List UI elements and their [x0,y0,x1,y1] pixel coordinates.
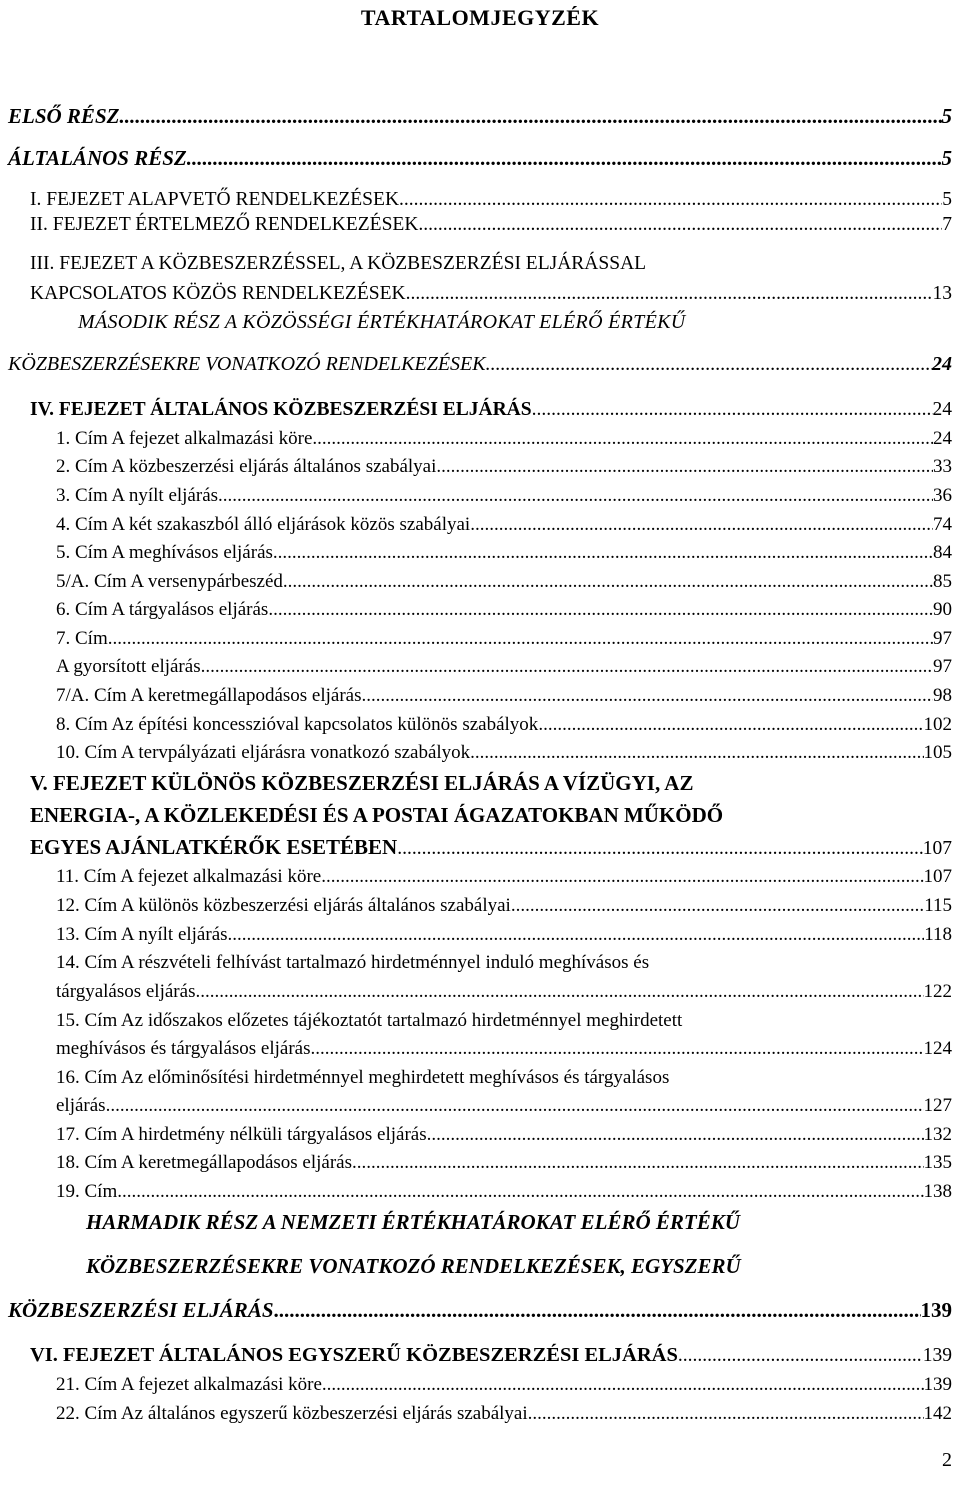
toc-entry-cim-18[interactable] [56,1152,952,1174]
toc-entry-label: I. FEJEZET ALAPVETŐ RENDELKEZÉSEK [30,189,400,210]
toc-leader-dots [511,895,924,917]
toc-page-number: 138 [923,1181,952,1202]
page-number-footer: 2 [942,1449,952,1471]
toc-entry-label: 18. Cím A keretmegállapodásos eljárás [56,1152,353,1173]
toc-leader-dots [532,399,933,421]
toc-page-number: 5 [941,104,952,128]
toc-entry-label: 19. Cím [56,1181,118,1202]
toc-entry-cim-14-line1: 14. Cím A részvételi felhívást tartalmazó hirdetménnyel induló meghívásos és [56,952,650,973]
toc-entry-cim-7a[interactable] [56,685,952,707]
toc-entry-gyorsitott[interactable] [56,656,952,678]
toc-entry-cim-8[interactable] [56,714,952,736]
toc-entry-label: IV. FEJEZET ÁLTALÁNOS KÖZBESZERZÉSI ELJÁRÁS [30,399,532,420]
toc-entry-label: 11. Cím A fejezet alkalmazási köre [56,866,322,887]
toc-leader-dots [399,189,942,211]
toc-entry-label: meghívásos és tárgyalásos eljárás [56,1038,311,1059]
toc-entry-chapter-3-line1: III. FEJEZET A KÖZBESZERZÉSSEL, A KÖZBESZERZÉSI ELJÁRÁSSAL [30,253,647,274]
toc-entry-cim-17[interactable] [56,1124,952,1146]
toc-page-number: 5 [942,189,952,210]
toc-entry-masodik-resz-line1: MÁSODIK RÉSZ A KÖZÖSSÉGI ÉRTÉKHATÁROKAT ELÉRŐ ÉRTÉKŰ [78,311,686,333]
toc-leader-dots [108,628,933,650]
toc-entry-harmadik-resz-line1: HARMADIK RÉSZ A NEMZETI ÉRTÉKHATÁROKAT ELÉRŐ ÉRTÉKŰ [86,1210,740,1234]
toc-page-number: 5 [941,146,952,170]
toc-entry-label: 1. Cím A fejezet alkalmazási köre [56,428,313,449]
toc-entry-cim-5[interactable] [56,542,952,564]
toc-page-number: 139 [920,1298,952,1322]
toc-entry-cim-22[interactable] [56,1403,952,1425]
toc-leader-dots [187,146,942,171]
toc-entry-cim-19[interactable] [56,1181,952,1203]
toc-entry-cim-5a[interactable] [56,571,952,593]
toc-entry-elso-resz[interactable] [8,104,952,129]
toc-entry-cim-11[interactable] [56,866,952,888]
toc-leader-dots [228,924,925,946]
toc-leader-dots [486,353,932,376]
toc-entry-cim-12[interactable] [56,895,952,917]
toc-leader-dots [218,485,933,507]
toc-entry-label: 8. Cím Az építési koncesszióval kapcsolatos különös szabályok [56,714,539,735]
toc-entry-label: 12. Cím A különös közbeszerzési eljárás általános szabályai [56,895,511,916]
toc-page-number: 97 [933,628,952,649]
toc-leader-dots [201,656,933,678]
toc-entry-label: VI. FEJEZET ÁLTALÁNOS EGYSZERŰ KÖZBESZERZÉSI ELJÁRÁS [30,1344,678,1366]
toc-entry-label: 22. Cím Az általános egyszerű közbeszerzési eljárás szabályai [56,1403,528,1424]
toc-entry-altalanos-resz[interactable] [8,146,952,171]
toc-leader-dots [470,742,923,764]
toc-leader-dots [352,1152,923,1174]
toc-entry-label: eljárás [56,1095,106,1116]
toc-entry-label: 5/A. Cím A versenypárbeszéd [56,571,283,592]
toc-entry-label: 21. Cím A fejezet alkalmazási köre [56,1374,322,1395]
toc-entry-chapter-5-line2: ENERGIA-, A KÖZLEKEDÉSI ÉS A POSTAI ÁGAZATOKBAN MŰKÖDŐ [30,803,724,827]
toc-leader-dots [321,866,923,888]
toc-entry-cim-15[interactable] [56,1038,952,1060]
toc-leader-dots [274,1298,921,1323]
toc-entry-chapter-3[interactable] [30,283,952,305]
toc-page-number: 135 [923,1152,952,1173]
toc-entry-harmadik-resz-line2: KÖZBESZERZÉSEKRE VONATKOZÓ RENDELKEZÉSEK, EGYSZERŰ [86,1254,741,1278]
toc-entry-label: 17. Cím A hirdetmény nélküli tárgyalásos eljárás [56,1124,427,1145]
toc-page-number: 107 [922,838,952,859]
toc-page-number: 74 [933,514,952,535]
toc-entry-chapter-5-line1: V. FEJEZET KÜLÖNÖS KÖZBESZERZÉSI ELJÁRÁS A VÍZÜGYI, AZ [30,771,694,795]
toc-entry-cim-16[interactable] [56,1095,952,1117]
toc-entry-label: 13. Cím A nyílt eljárás [56,924,228,945]
toc-entry-cim-10[interactable] [56,742,952,764]
toc-leader-dots [528,1403,924,1425]
toc-entry-label: tárgyalásos eljárás [56,981,196,1002]
toc-entry-label: A gyorsított eljárás [56,656,201,677]
toc-entry-cim-6[interactable] [56,599,952,621]
toc-entry-chapter-5[interactable] [30,835,952,860]
toc-page-number: 85 [933,571,952,592]
toc-entry-cim-3[interactable] [56,485,952,507]
toc-entry-label: 6. Cím A tárgyalásos eljárás [56,599,269,620]
toc-entry-chapter-6[interactable] [30,1344,952,1367]
toc-entry-cim-2[interactable] [56,456,952,478]
toc-leader-dots [397,838,923,860]
toc-entry-label: ÁLTALÁNOS RÉSZ [8,146,187,170]
toc-page-number: 90 [933,599,952,620]
toc-entry-cim-13[interactable] [56,924,952,946]
toc-leader-dots [106,1095,924,1117]
toc-entry-chapter-2[interactable] [30,214,952,236]
toc-page-number: 118 [924,924,952,945]
toc-leader-dots [418,214,942,236]
toc-leader-dots [119,104,941,129]
toc-entry-cim-21[interactable] [56,1374,952,1396]
toc-entry-label: 2. Cím A közbeszerzési eljárás általános szabályai [56,456,437,477]
toc-leader-dots [470,514,933,536]
toc-leader-dots [322,1374,924,1396]
toc-leader-dots [406,283,933,305]
toc-page-number: 122 [923,981,952,1002]
toc-page-number: 142 [923,1403,952,1424]
toc-page-number: 24 [933,428,952,449]
toc-entry-label: 4. Cím A két szakaszból álló eljárások közös szabályai [56,514,471,535]
toc-leader-dots [362,685,933,707]
toc-entry-cim-14[interactable] [56,981,952,1003]
toc-entry-cim-16-line1: 16. Cím Az előminősítési hirdetménnyel meghirdetett meghívásos és tárgyalásos [56,1067,670,1088]
toc-leader-dots [268,599,933,621]
toc-entry-chapter-1[interactable] [30,189,952,211]
toc-leader-dots [311,1038,924,1060]
toc-entry-cim-15-line1: 15. Cím Az időszakos előzetes tájékoztatót tartalmazó hirdetménnyel meghirdetett [56,1010,683,1031]
toc-entry-label: KAPCSOLATOS KÖZÖS RENDELKEZÉSEK [30,283,406,304]
toc-entry-label: KÖZBESZERZÉSEKRE VONATKOZÓ RENDELKEZÉSEK [8,353,486,375]
toc-leader-dots [283,571,933,593]
toc-entry-label: II. FEJEZET ÉRTELMEZŐ RENDELKEZÉSEK [30,214,419,235]
toc-page-number: 115 [924,895,952,916]
toc-page-number: 139 [923,1374,952,1395]
toc-entry-label: 7. Cím [56,628,108,649]
toc-page-number: 124 [923,1038,952,1059]
toc-entry-label: 10. Cím A tervpályázati eljárásra vonatkozó szabályok [56,742,471,763]
toc-entry-cim-7[interactable] [56,628,952,650]
toc-entry-label: 7/A. Cím A keretmegállapodásos eljárás [56,685,362,706]
toc-page-number: 139 [922,1345,952,1366]
toc-page-number: 105 [923,742,952,763]
toc-entry-label: EGYES AJÁNLATKÉRŐK ESETÉBEN [30,835,398,859]
toc-leader-dots [273,542,933,564]
toc-entry-harmadik-resz[interactable] [8,1298,952,1323]
toc-page-number: 24 [932,353,952,375]
toc-entry-label: KÖZBESZERZÉSI ELJÁRÁS [8,1298,274,1322]
toc-entry-label: 3. Cím A nyílt eljárás [56,485,219,506]
toc-page-number: 102 [923,714,952,735]
toc-page-number: 13 [932,283,952,304]
toc-page-number: 36 [933,485,952,506]
toc-leader-dots [436,456,933,478]
toc-entry-cim-1[interactable] [56,428,952,450]
toc-page-number: 33 [933,456,952,477]
toc-entry-label: 5. Cím A meghívásos eljárás [56,542,273,563]
toc-page-number: 98 [933,685,952,706]
toc-page-number: 132 [923,1124,952,1145]
toc-entry-masodik-resz[interactable] [8,353,952,376]
toc-page-number: 24 [932,399,952,420]
toc-page-number: 84 [933,542,952,563]
toc-leader-dots [195,981,923,1003]
toc-leader-dots [427,1124,924,1146]
toc-leader-dots [678,1345,923,1367]
toc-entry-label: ELSŐ RÉSZ [8,104,120,128]
toc-leader-dots [117,1181,923,1203]
toc-entry-cim-4[interactable] [56,514,952,536]
toc-entry-chapter-4[interactable] [30,399,952,421]
toc-page-number: 127 [923,1095,952,1116]
toc-page-number: 97 [933,656,952,677]
toc-page-number: 7 [942,214,952,235]
toc-leader-dots [312,428,933,450]
toc-leader-dots [538,714,923,736]
toc-title: TARTALOMJEGYZÉK [360,5,600,30]
toc-page-number: 107 [923,866,952,887]
